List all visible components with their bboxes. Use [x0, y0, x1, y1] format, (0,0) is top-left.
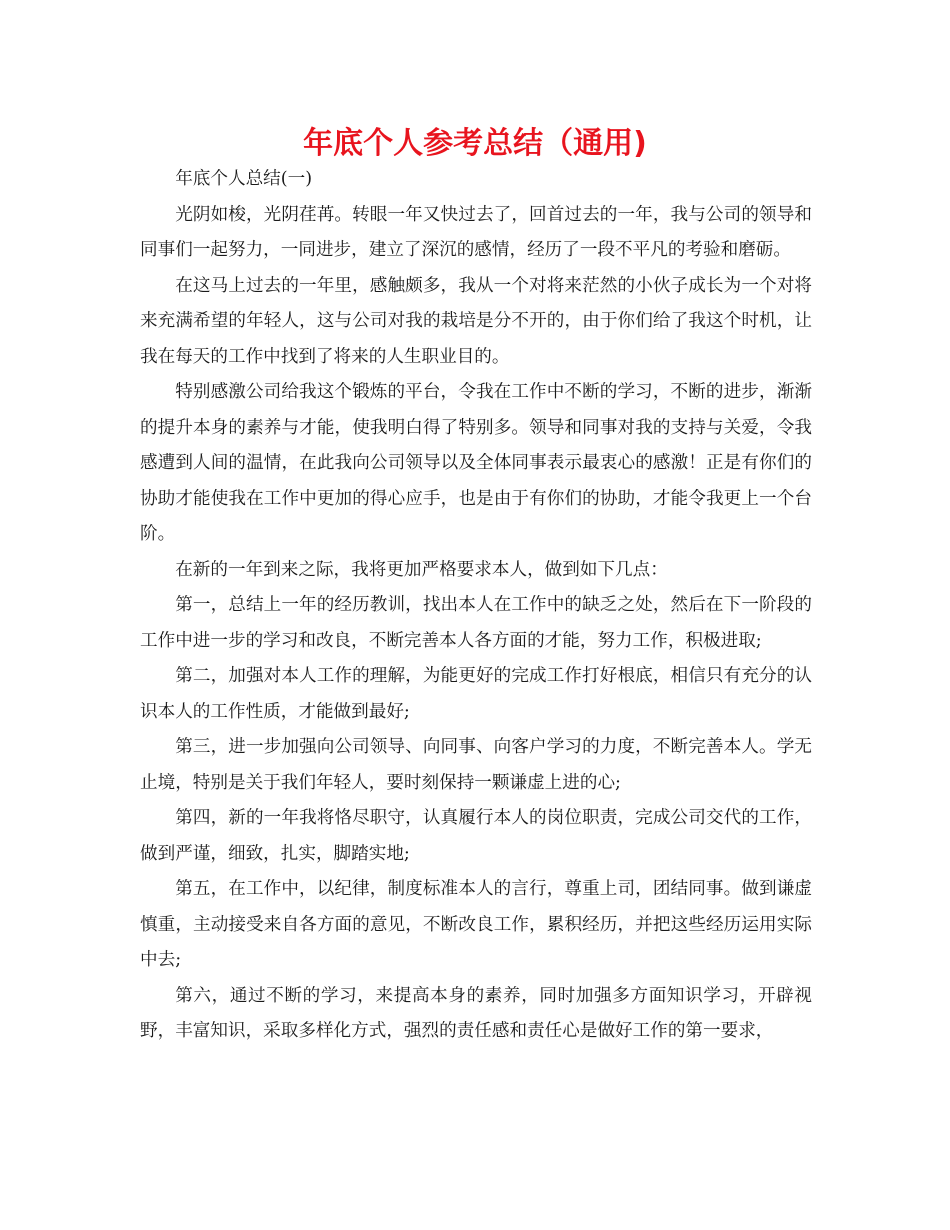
paragraph-point-4: 第四，新的一年我将恪尽职守，认真履行本人的岗位职责，完成公司交代的工作，做到严谨，细致，扎实，脚踏实地;: [140, 808, 812, 864]
document-body: [140, 162, 812, 1050]
section-heading: 年底个人总结(一): [175, 169, 313, 189]
paragraph-point-3: 第三，进一步加强向公司领导、向同事、向客户学习的力度，不断完善本人。学无止境，特别是关于我们年轻人，要时刻保持一颗谦虚上进的心;: [140, 737, 812, 793]
paragraph: 特别感激公司给我这个锻炼的平台，令我在工作中不断的学习，不断的进步，渐渐的提升本身的素养与才能，使我明白得了特别多。领导和同事对我的支持与关爱，令我感遭到人间的温情，在此我向公司领导以及全体同事表示最衷心的感激！正是有你们的协助才能使我在工作中更加的得心应手，也是由于有你们的协助，才能令我更上一个台阶。: [140, 382, 812, 544]
paragraph-point-6: 第六，通过不断的学习，来提高本身的素养，同时加强多方面知识学习，开辟视野，丰富知识，采取多样化方式，强烈的责任感和责任心是做好工作的第一要求，: [140, 985, 812, 1041]
paragraph-point-2: 第二，加强对本人工作的理解，为能更好的完成工作打好根底，相信只有充分的认识本人的工作性质，才能做到最好;: [140, 666, 812, 722]
paragraph-point-1: 第一，总结上一年的经历教训，找出本人在工作中的缺乏之处，然后在下一阶段的工作中进一步的学习和改良，不断完善本人各方面的才能，努力工作，积极进取;: [140, 595, 812, 651]
document-title: 年底个人参考总结（通用): [303, 126, 647, 161]
paragraph: 光阴如梭，光阴荏苒。转眼一年又快过去了，回首过去的一年，我与公司的领导和同事们一起努力，一同进步，建立了深沉的感情，经历了一段不平凡的考验和磨砺。: [140, 204, 812, 260]
paragraph-point-5: 第五，在工作中，以纪律，制度标准本人的言行，尊重上司，团结同事。做到谦虚慎重，主动接受来自各方面的意见，不断改良工作，累积经历，并把这些经历运用实际中去;: [140, 879, 812, 970]
paragraph: 在这马上过去的一年里，感触颇多，我从一个对将来茫然的小伙子成长为一个对将来充满希望的年轻人，这与公司对我的栽培是分不开的，由于你们给了我这个时机，让我在每天的工作中找到了将来的人生职业目的。: [140, 275, 812, 367]
paragraph: 在新的一年到来之际，我将更加严格要求本人，做到如下几点：: [175, 559, 668, 580]
